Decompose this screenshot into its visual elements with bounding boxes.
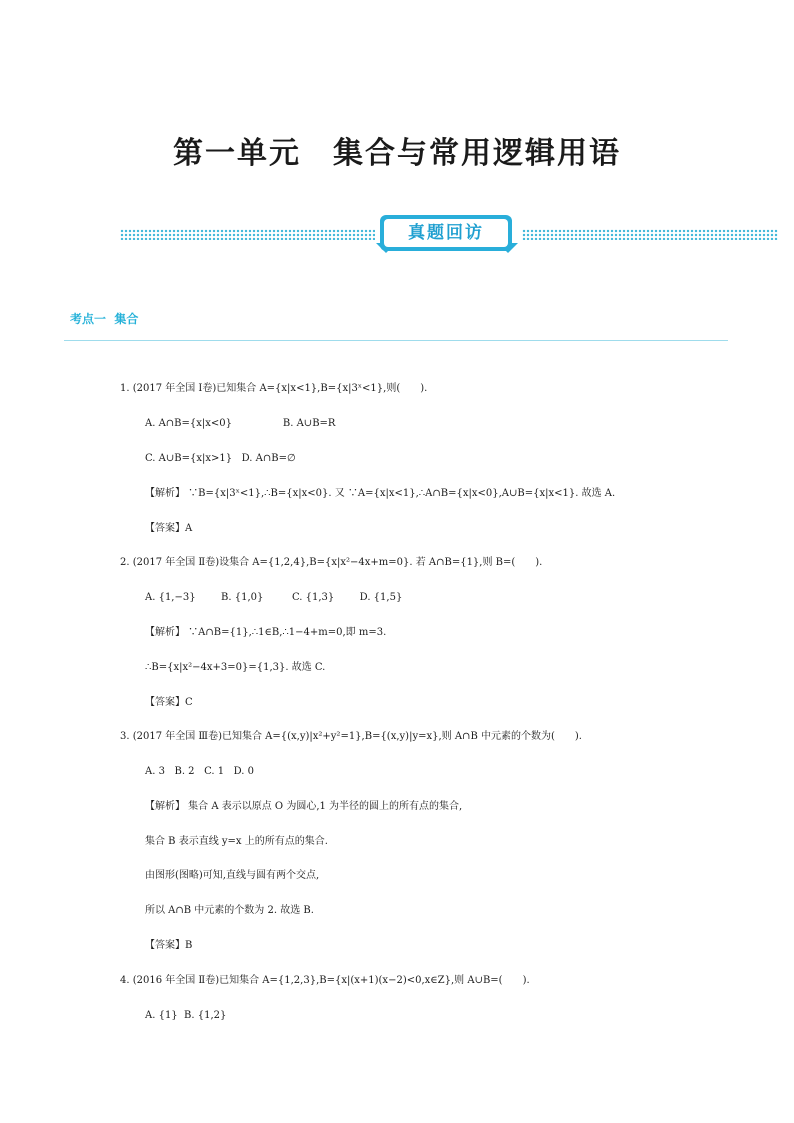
text-line-q3-sol3: 由图形(图略)可知,直线与圆有两个交点,	[145, 870, 320, 881]
topic-divider	[64, 340, 728, 341]
section-banner	[380, 215, 512, 251]
text-line-q3-sol4: 所以 A∩B 中元素的个数为 2. 故选 B.	[145, 905, 314, 916]
text-line-q3-opt: A. 3 B. 2 C. 1 D. 0	[145, 766, 255, 777]
text-line-q1-opt1: A. A∩B={x|x<0} B. A∪B=R	[145, 418, 336, 429]
text-line-q1: 1. (2017 年全国 Ⅰ卷)已知集合 A={x|x<1},B={x|3ˣ<1},则( ).	[120, 383, 428, 394]
text-line-q2-opt: A. {1,−3} B. {1,0} C. {1,3} D. {1,5}	[145, 592, 403, 603]
text-line-q4-opt: A. {1} B. {1,2}	[145, 1010, 227, 1021]
text-line-q3-ans: 【答案】B	[145, 940, 193, 951]
text-line-q2-sol2: ∴B={x|x²−4x+3=0}={1,3}. 故选 C.	[145, 662, 326, 673]
text-line-q3-sol2: 集合 B 表示直线 y=x 上的所有点的集合.	[145, 836, 328, 847]
text-line-q2-sol1: 【解析】 ∵A∩B={1},∴1∈B,∴1−4+m=0,即 m=3.	[145, 627, 387, 638]
text-line-q2: 2. (2017 年全国 Ⅱ卷)设集合 A={1,2,4},B={x|x²−4x+m=0}. 若 A∩B={1},则 B=( ).	[120, 557, 543, 568]
banner-dotted-rule-left	[120, 229, 375, 240]
text-line-q1-ans: 【答案】A	[145, 523, 193, 534]
banner-dotted-rule-right	[522, 229, 778, 240]
text-line-q3: 3. (2017 年全国 Ⅲ卷)已知集合 A={(x,y)|x²+y²=1},B={(x,y)|y=x},则 A∩B 中元素的个数为( ).	[120, 731, 582, 742]
text-line-q1-opt2: C. A∪B={x|x>1} D. A∩B=∅	[145, 453, 296, 464]
topic-heading: 考点一 集合	[70, 312, 139, 326]
page-title: 第一单元 集合与常用逻辑用语	[173, 136, 621, 171]
text-line-q4: 4. (2016 年全国 Ⅱ卷)已知集合 A={1,2,3},B={x|(x+1)(x−2)<0,x∈Z},则 A∪B=( ).	[120, 975, 530, 986]
text-line-q3-sol1: 【解析】 集合 A 表示以原点 O 为圆心,1 为半径的圆上的所有点的集合,	[145, 801, 463, 812]
text-line-q1-sol: 【解析】 ∵B={x|3ˣ<1},∴B={x|x<0}. 又 ∵A={x|x<1},∴A∩B={x|x<0},A∪B={x|x<1}. 故选 A.	[145, 488, 616, 499]
section-banner-label: 真题回访	[384, 219, 508, 247]
text-line-q2-ans: 【答案】C	[145, 697, 193, 708]
